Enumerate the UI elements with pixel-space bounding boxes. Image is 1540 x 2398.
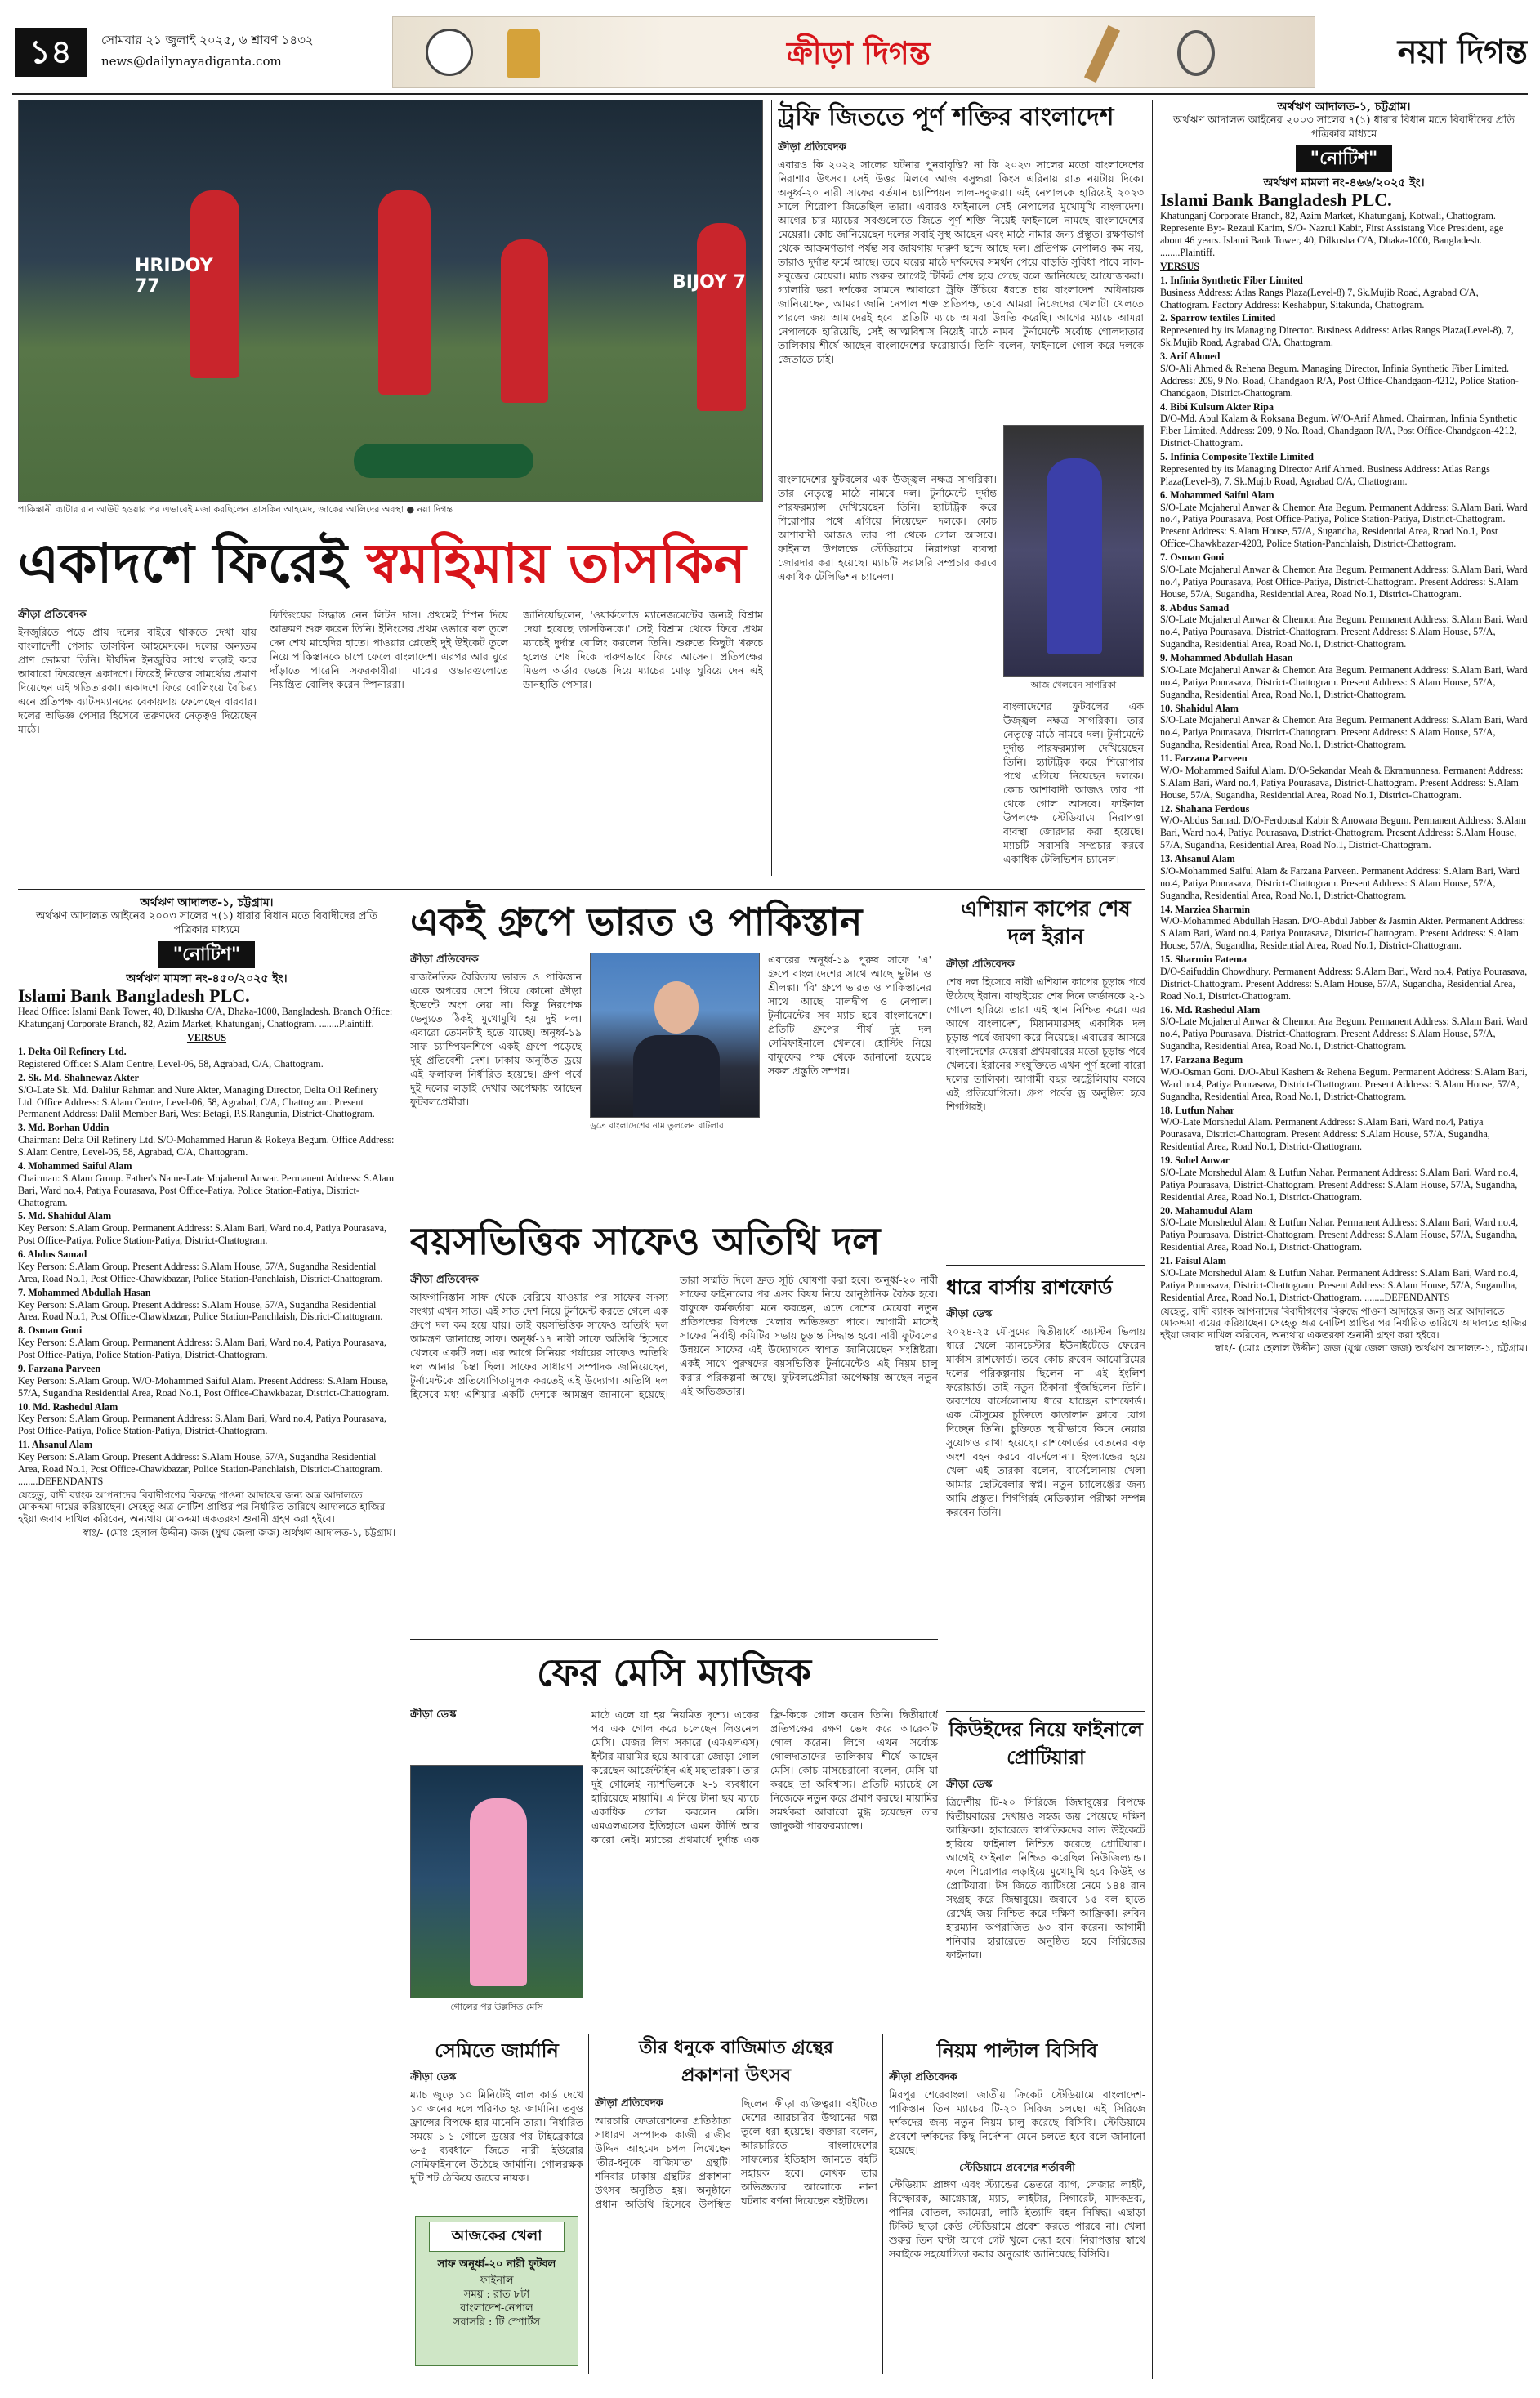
byline: ক্রীড়া প্রতিবেদক — [889, 2071, 957, 2083]
defendant-entry — [18, 1287, 395, 1324]
messi-byline — [410, 1708, 583, 1773]
plaintiff-name: Islami Bank Bangladesh PLC. — [1160, 190, 1392, 211]
defendant-entry — [1160, 1154, 1528, 1203]
cricket-bat-icon — [1084, 25, 1120, 83]
defendant-name: 19. Sohel Anwar — [1160, 1154, 1230, 1166]
butler-photo — [590, 953, 760, 1118]
rashford-headline: ধারে বার্সায় রাশফোর্ড — [946, 1276, 1113, 1299]
age-saff-body — [410, 1273, 938, 1634]
player-figure — [501, 239, 548, 403]
byline: ক্রীড়া ডেস্ক — [410, 2071, 457, 2083]
defendant-entry — [1160, 1054, 1528, 1103]
defendant-detail: Key Person: S.Alam Group. Permanent Address: S.Alam Bari, Ward no.4, Patiya Pourasava, Post Office-Patiya, Police Station-Patiya, District-Chattogram. — [18, 1413, 387, 1437]
sports-banner — [392, 16, 1315, 88]
section-rule — [946, 1265, 1145, 1266]
photo-caption — [18, 504, 763, 519]
defendant-detail: W/O-Osman Goni. D/O-Abul Kashem & Rehena Begum. Permanent Address: S.Alam Bari, Ward no.4, Patiya Pourasava, District-Chattogram. Present Address: S.Alam House, 57/A, Sugandha, Residential Area, Road No.1, District-Chattogram. — [1160, 1065, 1528, 1102]
credit-text: নয়া দিগন্ত — [417, 504, 453, 515]
trophy-body-right — [1003, 699, 1144, 876]
versus-label: VERSUS — [1160, 260, 1200, 272]
defendant-entry — [1160, 489, 1528, 550]
byline: ক্রীড়া ডেস্ক — [946, 1308, 993, 1320]
defendant-entry — [1160, 752, 1528, 802]
defendant-name: 2. Sparrow textiles Limited — [1160, 312, 1276, 324]
notice-label: "নোটিশ" — [158, 941, 256, 968]
ball-icon — [426, 29, 473, 76]
email-link[interactable]: news@dailynayadiganta.com — [101, 54, 282, 69]
defendant-entry — [1160, 275, 1528, 311]
masthead — [0, 0, 1540, 92]
defendant-entry — [1160, 853, 1528, 902]
defendant-name: 17. Farzana Begum — [1160, 1054, 1243, 1065]
archery-headline-b: প্রকাশনা উৎসব — [681, 2065, 792, 2086]
defendant-name: 6. Mohammed Saiful Alam — [1160, 489, 1274, 501]
defendant-entry — [18, 1046, 395, 1070]
page-number: ১৪ — [15, 28, 87, 77]
defendant-detail: S/O-Late Morshedul Alam & Lutfun Nahar. Permanent Address: S.Alam Bari, Ward no.4, Patiya Pourasava, District-Chattogram. Present Address: S.Alam House, 57/A, Sugandha, Residential Area, Road No.1, District-Chattogram. ........DEFENDANTS — [1160, 1266, 1519, 1303]
defendant-detail: Key Person: S.Alam Group. Present Address: S.Alam House, 57/A, Sugandha Residential Area, Road No.1, Post Office-Chawkbazar, Police Station-Panchlaish, District-Chattogram. — [18, 1298, 383, 1323]
rashford-body — [946, 1307, 1145, 1708]
byline: ক্রীড়া ডেস্ক — [946, 1779, 993, 1791]
player-figure — [697, 223, 746, 411]
defendant-name: 12. Shahana Ferdous — [1160, 802, 1250, 815]
defendant-name: 9. Farzana Parveen — [18, 1362, 101, 1374]
defendant-name: 4. Bibi Kulsum Akter Ripa — [1160, 400, 1274, 413]
notice-box-wrap — [18, 938, 395, 971]
act-text: অর্থঋণ আদালত আইনের ২০০৩ সালের ৭(১) ধারার বিধান মতে বিবাদীদের প্রতি পত্রিকার মাধ্যমে — [35, 910, 378, 937]
defendant-entry — [18, 1324, 395, 1361]
column-rule — [882, 2034, 883, 2374]
legal-notice-left — [18, 895, 395, 2374]
headline-part-b: স্বমহিমায় তাসকিন — [366, 532, 746, 595]
article-text: আফগানিস্তান সাফ থেকে বেরিয়ে যাওয়ার পর সাফের সদস্য সংখ্যা এখন সাত। এই সাত দেশ নিয়ে টুর্নামেন্ট করতে গেলে এক গ্রুপে দল কম হয়ে যায়। তাই বয়সভিত্তিক সাফেও অতিথি দল আমন্ত্রণ জানাচ্ছে সাফ। অনূর্ধ্ব-১৭ নারী সাফে অতিথি হিসেবে খেলবে একটি দল। এর আগে সিনিয়র পর্যায়ের সাফেও অতিথি দল আনার চিন্তা ছিল। সাফের সাধারণ সম্পাদক জানিয়েছেন, টুর্নামেন্টকে প্রতিযোগিতামূলক করতেই এই উদ্যোগ। অতিথি দল হিসেবে মধ্য এশিয়ার একটি দেশকে আমন্ত্রণ জানানো হয়েছে। তারা সম্মতি দিলে দ্রুত সূচি ঘোষণা করা হবে। অনূর্ধ্ব-২০ নারী সাফের ফাইনালের পর এসব বিষয় নিয়ে আনুষ্ঠানিক বৈঠক হবে। বাফুফে কর্মকর্তারা মনে করছেন, এতে দেশের মেয়েরা নতুন প্রতিপক্ষের বিপক্ষে খেলার অভিজ্ঞতা পাবে। আগামী মাসেই সাফের নির্বাহী কমিটির সভায় চূড়ান্ত সিদ্ধান্ত হবে। নারী ফুটবলের উন্নয়নে সাফের এই উদ্যোগকে স্বাগত জানিয়েছেন সংশ্লিষ্টরা। একই সাথে পুরুষদের বয়সভিত্তিক টুর্নামেন্টেও এই নিয়ম চালু করার পরিকল্পনা আছে। ফুটবলপ্রেমীরা অপেক্ষায় আছেন নতুন এই অভিজ্ঞতার। — [410, 1274, 938, 1400]
defendant-detail: Key Person: S.Alam Group. Present Address: S.Alam House, 57/A, Sugandha Residential Area, Road No.1, Post Office-Chawkbazar, Police Station-Panchlaish, District-Chattogram. ........DEFENDANTS — [18, 1451, 383, 1487]
taskin-headline — [18, 526, 763, 601]
defendant-detail: W/O- Mohammed Saiful Alam. D/O-Sekandar Meah & Ekramunnesa. Permanent Address: S.Alam Bari, Ward no.4, Patiya Pourasava, District-Chattogram. Present Address: S.Alam House, 57/A, Sugandha, Residential Area, Road No.1, District-Chattogram. — [1160, 764, 1524, 801]
article-text: এবারও কি ২০২২ সালের ঘটনার পুনরাবৃত্তি? না কি ২০২৩ সালের মতো বাংলাদেশের নিরাশার উৎসব। সেই উত্তর মিলবে আজ বসুন্ধরা কিংস এরিনায় রাত নয়টায় দিকে। অনূর্ধ্ব-২০ নারী সাফের বর্তমান চ্যাম্পিয়ন লাল-সবুজরা। এই নেপালকে হারিয়েই ২০২৩ সালে শিরোপা জিতেছিল তারা। এবারও ফাইনালে সেই নেপালের মুখোমুখি বাংলাদেশ। আগের চার ম্যাচের সবগুলোতে জিতে পূর্ণ শক্তি নিয়েই ফাইনালে নামছে বাংলাদেশের মেয়েরা। কোচ জানিয়েছেন দলের সবাই সুস্থ আছেন এবং মাঠে নামার জন্য প্রস্তুত। রক্ষণভাগ থেকে আক্রমণভাগ পর্যন্ত সব জায়গায় দারুণ ছন্দে আছে দল। প্রতিপক্ষ নেপালও কম নয়, তারাও দুর্দান্ত ফর্মে আছে। তবে ঘরের মাঠে দর্শকদের সমর্থন পেয়ে বাড়তি সুবিধা পাবে লাল-সবুজের মেয়েরা। ম্যাচ শুরুর আগেই টিকিট শেষ হয়ে গেছে বলে জানিয়েছে আয়োজকরা। গ্যালারি ভরা দর্শকের সামনে আবারো ট্রফি উঁচিয়ে ধরতে চায় বাংলাদেশ। অধিনায়ক জানিয়েছেন, আমরা জানি নেপাল শক্ত প্রতিপক্ষ, তবে আমরা নিজেদের খেলাটা খেলতে পারলে জয় আমাদেরই হবে। প্রতিটি ম্যাচে আমরা উন্নতি করেছি। আগের ম্যাচে আমরা নেপালকে হারিয়েছি, সেই আত্মবিশ্বাস নিয়েই মাঠে নামব। টুর্নামেন্টে সর্বোচ্চ গোলদাতার তালিকায় শীর্ষে আছেন বাংলাদেশের ফরোয়ার্ড। তিনি বলেন, ফাইনালে গোল করে দলকে জেতাতে চাই। — [778, 158, 1144, 365]
defendant-detail: Represented by its Managing Director. Business Address: Atlas Rangs Plaza(Level-8), 7, Sk.Mujib Road, Agrabad C/A, Chattogram. — [1160, 324, 1514, 349]
racket-icon — [1177, 30, 1215, 76]
court-name: অর্থঋণ আদালত-১, চট্টগ্রাম। — [1277, 100, 1411, 114]
plaintiff-detail: Head Office: Islami Bank Tower, 40, Dilkusha C/A, Dhaka-1000, Bangladesh. Branch Office: Khatunganj Corporate Branch, 82, Azim Market, Khatunganj, Chattogram. ........Plaintiff. — [18, 1006, 393, 1030]
article-text: ২০২৪-২৫ মৌসুমের দ্বিতীয়ার্ধে অ্যাস্টন ভিলায় ধারে খেলে ম্যানচেস্টার ইউনাইটেডে ফেরেন মার্কাস রাশফোর্ড। তবে কোচ রুবেন আমোরিমের দলের পরিকল্পনায় ছিলেন না এই ইংলিশ ফরোয়ার্ড। তাই নতুন ঠিকানা খুঁজছিলেন তিনি। অবশেষে বার্সেলোনায় ধারে যাচ্ছেন রাশফোর্ড। এক মৌসুমের চুক্তিতে কাতালান ক্লাবে যোগ দিচ্ছেন তিনি। চুক্তিতে স্থায়ীভাবে কিনে নেয়ার সুযোগও রাখা হয়েছে। রাশফোর্ডের বেতনের বড় অংশ বহন করবে বার্সেলোনা। ইংল্যান্ডের হয়ে খেলা এই তারকা বলেন, বার্সেলোনায় খেলা আমার ছোটবেলার স্বপ্ন। নতুন চ্যালেঞ্জের জন্য আমি প্রস্তুত। শিগগিরই মেডিক্যাল পরীক্ষা সম্পন্ন করবেন তিনি। — [946, 1324, 1145, 1518]
today-games-teams: বাংলাদেশ-নেপাল — [460, 2302, 533, 2315]
defendant-detail: S/O-Late Sk. Md. Dalilur Rahman and Nure Akter, Managing Director, Delta Oil Refinery Ltd. Office Address: S.Alam Centre, Level-06, 58, Agrabad, C/A, Chattogram. Present Permanent Address: Dalil Member Bari, West Betagi, P.S.Rangunia, District-Chattogram. — [18, 1083, 379, 1120]
today-games-title: আজকের খেলা — [429, 2222, 565, 2252]
article-text: আরচারি ফেডারেশনের প্রতিষ্ঠাতা সাধারণ সম্পাদক কাজী রাজীব উদ্দিন আহমেদ চপল লিখেছেন 'তীর-ধনুকে বাজিমাত' গ্রন্থটি। শনিবার ঢাকায় গ্রন্থটির প্রকাশনা উৎসব অনুষ্ঠিত হয়। অনুষ্ঠানে প্রধান অতিথি হিসেবে উপস্থিত ছিলেন ক্রীড়া ব্যক্তিত্বরা। বইটিতে দেশের আরচারির উত্থানের গল্প তুলে ধরা হয়েছে। বক্তারা বলেন, আরচারিতে বাংলাদেশের সাফল্যের ইতিহাস জানতে বইটি সহায়ক হবে। লেখক তার অভিজ্ঞতার আলোকে নানা ঘটনার বর্ণনা দিয়েছেন বইটিতে। — [595, 2097, 877, 2210]
defendant-detail: S/O-Late Mojaherul Anwar & Chemon Ara Begum. Permanent Address: S.Alam Bari, Ward no.4, Patiya Pourasava, District-Chattogram. Present Address: S.Alam House, 57/A, Sugandha, Residential Area, Road No.1, District-Chattogram. — [1160, 1016, 1528, 1052]
defendant-name: 20. Mahamudul Alam — [1160, 1204, 1253, 1217]
notice-label: "নোটিশ" — [1296, 145, 1393, 172]
defendant-entry — [1160, 602, 1528, 651]
iran-headline: এশিয়ান কাপের শেষ দল ইরান — [961, 897, 1131, 949]
defendant-entry — [18, 1072, 395, 1121]
defendant-entry — [1160, 803, 1528, 852]
caption-credit: ● নয়া দিগন্ত — [406, 504, 453, 515]
player-figure — [1047, 458, 1102, 654]
defendant-entry — [1160, 1105, 1528, 1154]
defendant-detail: Key Person: S.Alam Group. W/O-Mohammed Saiful Alam. Present Address: S.Alam House, 57/A, Sugandha Residential Area, Road No.1, Post Office-Chawkbazar, District-Chattogram. — [18, 1374, 390, 1399]
court-name: অর্থঋণ আদালত-১, চট্টগ্রাম। — [140, 896, 274, 909]
column-rule — [588, 2034, 589, 2374]
headline-part-a: একাদশে ফিরেই — [18, 532, 366, 595]
defendant-entry — [1160, 703, 1528, 752]
defendant-detail: W/O-Abdus Samad. D/O-Ferdousul Kabir & Anowara Begum. Permanent Address: S.Alam Bari, Ward no.4, Patiya Pourasava, District-Chattogram. Present Address: S.Alam House, 57/A, Sugandha, Residential Area, Road No.1, District-Chattogram. — [1160, 815, 1527, 851]
taskin-col-2 — [270, 608, 508, 886]
defendant-name: 1. Infinia Synthetic Fiber Limited — [1160, 274, 1303, 286]
defendant-detail: Key Person: S.Alam Group. Permanent Address: S.Alam Bari, Ward no.4, Patiya Pourasava, Post Office-Patiya, Police Station-Patiya, District-Chattogram. — [18, 1337, 387, 1360]
masthead-rule — [12, 93, 1528, 95]
trophy-icon — [507, 29, 540, 78]
archery-headline-a: তীর ধনুকে বাজিমাত গ্রন্থের — [639, 2038, 833, 2058]
butler-caption: ড্রতে বাংলাদেশের নাম তুললেন বাটলার — [590, 1121, 724, 1131]
defendant-entry — [18, 1439, 395, 1488]
archery-headline — [595, 2034, 877, 2092]
defendant-detail: S/O-Late Mojaherul Anwar & Chemon Ara Begum. Permanent Address: S.Alam Bari, Ward no.4, Patiya Pourasava, Post Office-Patiya, District-Chattogram. Present Address: S.Alam House, 57/A, Sugandha, Residential Area, Road No.1, District-Chattogram. — [1160, 563, 1528, 600]
today-games-broadcast: সরাসরি : টি স্পোর্টস — [453, 2316, 541, 2329]
paper-logo[interactable]: নয়া দিগন্ত — [1397, 33, 1528, 71]
notice-box-wrap — [1160, 142, 1528, 176]
bcb-body — [889, 2070, 1145, 2374]
article-text: বাংলাদেশের ফুটবলের এক উজ্জ্বল নক্ষত্র সাগরিকা। তার নেতৃত্বে মাঠে নামবে দল। টুর্নামেন্টে দুর্দান্ত পারফরম্যান্স দেখিয়েছেন তিনি। হ্যাটট্রিক করে শিরোপার পথে এগিয়ে নিয়েছেন দলকে। কোচ আশাবাদী আজও তার পা থেকে গোল আসবে। ফাইনাল উপলক্ষে স্টেডিয়ামে নিরাপত্তা ব্যবস্থা জোরদার করা হয়েছে। ম্যাচটি সরাসরি সম্প্রচার করবে একাধিক টেলিভিশন চ্যানেল। — [1003, 700, 1144, 865]
section-rule — [410, 1639, 938, 1640]
age-saff-headline: বয়সভিত্তিক সাফেও অতিথি দল — [410, 1219, 881, 1263]
defendant-entry — [1160, 312, 1528, 349]
defendant-detail: W/O-Late Morshedul Alam. Permanent Address: S.Alam Bari, Ward no.4, Patiya Pourasava, District-Chattogram. Present Address: S.Alam House, 57/A, Sugandha, Residential Area, Road No.1, District-Chattogram. — [1160, 1116, 1490, 1153]
defendant-name: 11. Ahsanul Alam — [18, 1439, 93, 1451]
defendant-name: 14. Marziea Sharmin — [1160, 903, 1251, 915]
defendant-list — [18, 1046, 395, 1488]
defendant-detail: Represented by its Managing Director Arif Ahmed. Business Address: Atlas Rangs Plaza(Level-8), 7, Sk.Mujib Road, Agrabad C/A, Chattogram. — [1160, 462, 1490, 487]
column-rule — [771, 100, 772, 876]
notice-footer: যেহেতু, বাদী ব্যাংক আপনাদের বিবাদীগণের বিরুদ্ধে পাওনা আদায়ের জন্য অত্র আদালতে মোকদ্দমা দায়ের করিয়াছেন। সেহেতু অত্র নোটিশ প্রাপ্তির পর নির্ধারিত তারিখে আদালতে হাজির হইয়া জবাব দাখিল করিবেন, অন্যথায় একতরফা শুনানী গ্রহণ করা হইবে। — [1160, 1305, 1528, 1341]
defendant-name: 10. Md. Rashedul Alam — [18, 1400, 118, 1413]
article-text: ফিল্ডিংয়ের সিদ্ধান্ত নেন লিটন দাস। প্রথমেই স্পিন দিয়ে আক্রমণ শুরু করেন তিনি। ইনিংসের প্রথম ওভারে বল তুলে দেন শেখ মাহেদির হাতে। পাওয়ার প্লেতেই দুই উইকেট তুলে নিয়ে পাকিস্তানকে চাপে ফেলে বাংলাদেশ। এরপর আর ঘুরে দাঁড়াতে পারেনি সফরকারীরা। মাঝের ওভারগুলোতে নিয়ন্ত্রিত বোলিং করেন স্পিনাররা। — [270, 609, 508, 690]
defendant-name: 1. Delta Oil Refinery Ltd. — [18, 1046, 127, 1057]
plaintiff-name: Islami Bank Bangladesh PLC. — [18, 985, 250, 1007]
byline: ক্রীড়া প্রতিবেদক — [410, 1274, 479, 1286]
defendant-name: 16. Md. Rashedul Alam — [1160, 1003, 1261, 1016]
jersey-text: BIJOY 7 — [672, 272, 746, 292]
defendant-detail: S/O-Late Morshedul Alam & Lutfun Nahar. Permanent Address: S.Alam Bari, Ward no.4, Patiya Pourasava, District-Chattogram. Present Address: S.Alam House, 57/A, Sugandha, Residential Area, Road No.1, District-Chattogram. — [1160, 1166, 1519, 1203]
person-head — [654, 981, 699, 1034]
germany-body — [410, 2070, 583, 2209]
byline: ক্রীড়া প্রতিবেদক — [595, 2097, 663, 2110]
defendant-name: 10. Shahidul Alam — [1160, 702, 1239, 714]
article-text: মাঠে এলে যা হয় নিয়মিত দৃশ্যে। একের পর এক গোল করে চলেছেন লিওনেল মেসি। মেজর লিগ সকারে (এমএলএস) ইন্টার মায়ামির হয়ে আবারো জোড়া গোল করেছেন আর্জেন্টাইন এই মহাতারকা। তার দুই গোলেই ন্যাশভিলকে ২-১ ব্যবধানে হারিয়েছে মায়ামি। এ নিয়ে টানা ছয় ম্যাচে একাধিক গোল করলেন মেসি। এমএলএসের ইতিহাসে এমন কীর্তি আর কারো নেই। ম্যাচের প্রথমার্ধে দুর্দান্ত এক ফ্রি-কিকে গোল করেন তিনি। দ্বিতীয়ার্ধে প্রতিপক্ষের রক্ষণ ভেদ করে আরেকটি গোল করেন। লিগে এখন সর্বোচ্চ গোলদাতাদের তালিকায় শীর্ষে আছেন মেসি। কোচ মাসচেরানো বলেন, মেসি যা করছে তা অবিশ্বাস্য। প্রতিটি ম্যাচেই সে নিজেকে নতুন করে প্রমাণ করছে। মায়ামির সমর্থকরা আবারো মুগ্ধ হয়েছেন তার জাদুকরী পারফরম্যান্সে। — [591, 1708, 938, 1846]
defendant-name: 18. Lutfun Nahar — [1160, 1104, 1235, 1116]
byline: ক্রীড়া প্রতিবেদক — [410, 953, 479, 966]
defendant-entry — [1160, 904, 1528, 953]
bcb-headline: নিয়ম পাল্টাল বিসিবি — [936, 2039, 1098, 2062]
defendant-name: 8. Abdus Samad — [1160, 601, 1230, 614]
byline: ক্রীড়া প্রতিবেদক — [778, 141, 846, 154]
defendant-name: 7. Mohammed Abdullah Hasan — [18, 1286, 151, 1298]
defendant-detail: Registered Office: S.Alam Centre, Level-06, 58, Agrabad, C/A, Chattogram. — [18, 1057, 324, 1069]
defendant-detail: Key Person: S.Alam Group. Present Address: S.Alam House, 57/A, Sugandha Residential Area, Road No.1, Post Office-Chawkbazar, Police Station-Panchlaish, District-Chattogram. — [18, 1260, 383, 1284]
defendant-list — [1160, 275, 1528, 1304]
defendant-detail: S/O-Late Morshedul Alam & Lutfun Nahar. Permanent Address: S.Alam Bari, Ward no.4, Patiya Pourasava, District-Chattogram. Present Address: S.Alam House, 57/A, Sugandha, Residential Area, Road No.1, District-Chattogram. — [1160, 1217, 1519, 1253]
column-rule — [1152, 100, 1153, 2379]
trophy-body — [778, 141, 1144, 467]
defendant-entry — [18, 1401, 395, 1438]
messi-photo — [410, 1765, 583, 1998]
defendant-entry — [1160, 401, 1528, 450]
sagorika-photo — [1003, 425, 1144, 677]
defendant-detail: S/O-Ali Ahmed & Rehena Begum. Managing Director, Infinia Synthetic Fiber Limited. Address: 209, 9 No. Road, Chandgaon R/A, Post Office-Chandgaon-4212, Police Station-Chandgaon, District-Chattogram. — [1160, 362, 1519, 399]
defendant-detail: Chairman: S.Alam Group. Father's Name-Late Mojaherul Anwar. Permanent Address: S.Alam Bari, Ward no.4, Patiya Pourasava, Post Office-Patiya, Police Station-Patiya, District-Chattogram. — [18, 1172, 395, 1208]
date-line: সোমবার ২১ জুলাই ২০২৫, ৬ শ্রাবণ ১৪৩২ — [101, 33, 314, 47]
caption-text: পাকিস্তানী ব্যাটার রান আউট হওয়ার পর এভাবেই মজা করছিলেন তাসকিন আহমেদ, জাকের আলিদের অবস্থা — [18, 504, 404, 515]
defendant-entry — [1160, 1004, 1528, 1053]
germany-headline: সেমিতে জার্মানি — [435, 2039, 559, 2062]
defendant-entry — [1160, 1205, 1528, 1254]
archery-body — [595, 2097, 877, 2366]
jersey-text: HRIDOY 77 — [135, 256, 213, 297]
defendant-detail: S/O-Late Mojaherul Anwar & Chemon Ara Begum. Permanent Address: S.Alam Bari, Ward no.4, Patiya Pourasava, Post Office-Patiya, Police Station-Patiya, District-Chattogram. Present Address: S.Alam House, 57/A, Sugandha, Residential Area, Road No.1, Post Office-Chawkbazar-4203, Police Station-Panchlaish, District-Chattogram. — [1160, 501, 1528, 550]
messi-caption: গোলের পর উল্লসিত মেসি — [450, 2002, 543, 2012]
defendant-name: 5. Md. Shahidul Alam — [18, 1210, 112, 1222]
judge-signature: স্বাঃ/- (মোঃ হেলাল উদ্দীন) জজ (যুগ্ম জেলা জজ) অর্থঋণ আদালত-১, চট্টগ্রাম। — [1215, 1342, 1528, 1355]
article-text: ইনজুরিতে পড়ে প্রায় দলের বাইরে থাকতে দেখা যায় বাংলাদেশী পেসার তাসকিন আহমেদকে। দলের অন্যতম প্রাণ ভোমরা তিনি। দীর্ঘদিন ইনজুরির সাথে লড়াই করে আবারো ফিরেছেন একাদশে। ফিরেই নিজের সামর্থ্যের প্রমাণ দিয়েছেন এই গতিতারকা। একাদশে ফিরে বোলিংয়ে বৈচিত্র্য এনে প্রতিপক্ষ ব্যাটসম্যানদের বেকায়দায় ফেলেছেন বারবার। দলের অভিজ্ঞ পেসার হিসেবে তরুণদের নেতৃত্বও দিয়েছেন মাঠে। — [18, 625, 257, 735]
messi-body — [591, 1708, 938, 2015]
article-text: বাংলাদেশের ফুটবলের এক উজ্জ্বল নক্ষত্র সাগরিকা। তার নেতৃত্বে মাঠে নামবে দল। টুর্নামেন্টে দুর্দান্ত পারফরম্যান্স দেখিয়েছেন তিনি। হ্যাটট্রিক করে শিরোপার পথে এগিয়ে নিয়েছেন দলকে। কোচ আশাবাদী আজও তার পা থেকে গোল আসবে। ফাইনাল উপলক্ষে স্টেডিয়ামে নিরাপত্তা ব্যবস্থা জোরদার করা হয়েছে। ম্যাচটি সরাসরি সম্প্রচার করবে একাধিক টেলিভিশন চ্যানেল। — [778, 473, 997, 583]
section-rule — [946, 1711, 1145, 1712]
defendant-name: 3. Arif Ahmed — [1160, 351, 1221, 362]
fallen-batter — [354, 444, 533, 478]
kiwi-body — [946, 1778, 1145, 2023]
article-text: জানিয়েছিলেন, 'ওয়ার্কলোড ম্যানেজমেন্টের জন্যই বিশ্রাম দেয়া হয়েছে তাসকিনকে।' সেই বিশ্রাম থেকে ফিরে প্রথম ম্যাচেই দুর্দান্ত বোলিং করলেন তিনি। শুরুতে কিছুটা খরুচে হলেও শেষ দিকে দারুণভাবে ফিরে আসেন। প্রতিপক্ষের মিডল অর্ডার ভেঙে দিয়ে ম্যাচের মোড় ঘুরিয়ে দেন এই ডানহাতি পেসার। — [523, 609, 763, 690]
plaintiff-detail: Khatunganj Corporate Branch, 82, Azim Market, Khatunganj, Kotwali, Chattogram. Represente By:- Rezaul Karim, S/O- Nazrul Kabir, First Assistang Vice President, age about 46 years. Islami Bank Tower, 40, Dilkusha C/A, Dhaka-1000, Bangladesh. ........Plaintiff. — [1160, 210, 1504, 258]
player-figure — [470, 1798, 527, 1986]
defendant-name: 6. Abdus Samad — [18, 1248, 87, 1260]
taskin-col-1 — [18, 608, 257, 886]
defendant-name: 3. Md. Borhan Uddin — [18, 1122, 109, 1134]
messi-headline: ফের মেসি ম্যাজিক — [536, 1650, 812, 1695]
today-games-time: সময় : রাত ৮টা — [463, 2289, 530, 2302]
article-text: স্টেডিয়াম প্রাঙ্গণ এবং স্ট্যান্ডের ভেতরে ব্যাগ, লেজার লাইট, বিস্ফোরক, আগ্নেয়াস্ত্র, ম্যাচ, লাইটার, সিগারেট, মাদকদ্রব্য, পানির বোতল, ক্যামেরা, লাঠি ইত্যাদি বহন নিষিদ্ধ। এছাড়া টিকিট ছাড়া কেউ স্টেডিয়ামে প্রবেশ করতে পারবে না। খেলা শুরুর তিন ঘণ্টা আগে গেট খুলে দেয়া হবে। নিরাপত্তার স্বার্থে সবাইকে সহযোগিতা করার অনুরোধ জানিয়েছে বিসিবি। — [889, 2177, 1145, 2260]
sagorika-caption: আজ খেলবেন সাগরিকা — [1030, 680, 1117, 690]
defendant-entry — [1160, 551, 1528, 601]
byline: ক্রীড়া ডেস্ক — [410, 1708, 457, 1721]
defendant-detail: S/O-Late Mojaherul Anwar & Chemon Ara Begum. Permanent Address: S.Alam Bari, Ward no.4, Patiya Pourasava, District-Chattogram. Present Address: S.Alam House, 57/A, Sugandha, Residential Area, Road No.1, District-Chattogram. — [1160, 663, 1528, 700]
defendant-name: 4. Mohammed Saiful Alam — [18, 1159, 132, 1172]
iran-body — [946, 958, 1145, 1260]
defendant-detail: Chairman: Delta Oil Refinery Ltd. S/O-Mohammed Harun & Rokeya Begum. Office Address: S.Alam Centre, Level-06, 58, Agrabad, C/A, Chattogram. — [18, 1134, 395, 1158]
trophy-headline: ট্রফি জিততে পূর্ণ শক্তির বাংলাদেশ — [778, 103, 1114, 132]
defendant-entry — [18, 1160, 395, 1209]
kiwi-headline: কিউইদের নিয়ে ফাইনালে প্রোটিয়ারা — [949, 1718, 1143, 1769]
cricket-photo — [18, 100, 763, 502]
trophy-body-left — [778, 472, 997, 876]
notice-footer: যেহেতু, বাদী ব্যাংক আপনাদের বিবাদীগণের বিরুদ্ধে পাওনা আদায়ের জন্য অত্র আদালতে মোকদ্দমা দায়ের করিয়াছেন। সেহেতু অত্র নোটিশ প্রাপ্তির পর নির্ধারিত তারিখে আদালতে হাজির হইয়া জবাব দাখিল করিবেন, অন্যথায় মোকদ্দমা একতরফা শুনানী গ্রহণ করা হইবে। — [18, 1489, 386, 1525]
defendant-name: 9. Mohammed Abdullah Hasan — [1160, 652, 1293, 663]
defendant-name: 15. Sharmin Fatema — [1160, 953, 1247, 965]
byline: ক্রীড়া প্রতিবেদক — [18, 609, 87, 621]
case-number: অর্থঋণ মামলা নং-৪৬৬/২০২৫ ইং। — [1263, 176, 1425, 190]
judge-signature: স্বাঃ/- (মোঃ হেলাল উদ্দীন) জজ (যুগ্ম জেলা জজ) অর্থঋণ আদালত-১, চট্টগ্রাম। — [83, 1526, 395, 1538]
defendant-entry — [1160, 1255, 1528, 1304]
today-games-box — [415, 2216, 578, 2366]
defendant-detail: S/O-Late Mojaherul Anwar & Chemon Ara Begum. Permanent Address: S.Alam Bari, Ward no.4, Patiya Pourasava, District-Chattogram. Present Address: S.Alam House, 57/A, Sugandha, Residential Area, Road No.1, District-Chattogram. — [1160, 614, 1528, 650]
defendant-name: 13. Ahsanul Alam — [1160, 853, 1235, 864]
defendant-detail: S/O-Mohammed Saiful Alam & Farzana Parveen. Permanent Address: S.Alam Bari, Ward no.4, Patiya Pourasava, District-Chattogram. Present Address: S.Alam House, 57/A, Sugandha, Residential Area, Road No.1, District-Chattogram. — [1160, 864, 1520, 901]
byline: ক্রীড়া প্রতিবেদক — [946, 958, 1015, 971]
defendant-name: 7. Osman Goni — [1160, 551, 1225, 563]
defendant-detail: Business Address: Atlas Rangs Plaza(Level-8) 7, Sk.Mujib Road, Agrabad C/A, Chattogram. Factory Address: Keshabpur, Sitakunda, Chattogram. — [1160, 286, 1479, 310]
today-games-stage: ফাইনাল — [480, 2275, 514, 2287]
article-text: ত্রিদেশীয় টি-২০ সিরিজে জিম্বাবুয়ের বিপক্ষে দ্বিতীয়বারের দেখায়ও সহজ জয় পেয়েছে দক্ষিণ আফ্রিকা। হারারেতে স্বাগতিকদের সাত উইকেটে হারিয়ে ফাইনাল নিশ্চিত করেছে প্রোটিয়ারা। আগেই ফাইনাল নিশ্চিত করেছিল নিউজিল্যান্ড। ফলে শিরোপার লড়াইয়ে মুখোমুখি হবে কিউই ও প্রোটিয়ারা। টস জিতে ব্যাটিংয়ে নেমে ১৪৪ রান সংগ্রহ করে জিম্বাবুয়ে। জবাবে ১৫ বল হাতে রেখেই জয় নিশ্চিত করে দক্ষিণ আফ্রিকা। রুবিন হারম্যান অপরাজিত ৬৩ রান করেন। আগামী শনিবার হারারেতে অনুষ্ঠিত হবে সিরিজের ফাইনাল। — [946, 1795, 1145, 1961]
legal-notice-right — [1160, 100, 1528, 2379]
article-text: শেষ দল হিসেবে নারী এশিয়ান কাপের চূড়ান্ত পর্বে উঠেছে ইরান। বাছাইয়ের শেষ দিনে জর্ডানকে ২-১ গোলে হারিয়ে তারা এই স্থান নিশ্চিত করে। এর আগে বাংলাদেশ, মিয়ানমারসহ একাধিক দল চূড়ান্ত পর্বে জায়গা করে নিয়েছে। এবারের আসরে বাংলাদেশের মেয়েরা প্রথমবারের মতো চূড়ান্ত পর্বে খেলবে। ইরানের সংযুক্তিতে এখন পূর্ণ হলো বারো দলের তালিকা। আগামী বছর অস্ট্রেলিয়ায় বসবে এই প্রতিযোগিতা। গ্রুপ পর্বের ড্র অনুষ্ঠিত হবে শিগগিরই। — [946, 975, 1145, 1113]
case-number: অর্থঋণ মামলা নং-৪৫০/২০২৫ ইং। — [126, 972, 288, 985]
defendant-detail: Key Person: S.Alam Group. Permanent Address: S.Alam Bari, Ward no.4, Patiya Pourasava, Post Office-Patiya, Police Station-Patiya, District-Chattogram. — [18, 1222, 387, 1247]
player-figure — [378, 190, 431, 395]
today-games-event: সাফ অনূর্ধ্ব-২০ নারী ফুটবল — [437, 2258, 556, 2271]
taskin-col-3 — [523, 608, 763, 886]
article-text: রাজনৈতিক বৈরিতায় ভারত ও পাকিস্তান একে অপরের দেশে গিয়ে কোনো ক্রীড়া ইভেন্টে অংশ নেয় না। কিন্তু নিরপেক্ষ ভেন্যুতে ঠিকই মুখোমুখি হয় দুই দল। এবারো তেমনটাই হতে যাচ্ছে। অনূর্ধ্ব-১৯ সাফ চ্যাম্পিয়নশিপে একই গ্রুপে পড়েছে দুই প্রতিবেশী দেশ। ঢাকায় অনুষ্ঠিত ড্রয়ে এই ফলাফল নির্ধারিত হয়েছে। গ্রুপ পর্বে দুই দলের লড়াই দেখার অপেক্ষায় আছেন ফুটবলপ্রেমীরা। — [410, 970, 582, 1108]
defendant-entry — [18, 1122, 395, 1159]
defendant-entry — [1160, 953, 1528, 1003]
person-body — [633, 1035, 720, 1118]
section-title: ক্রীড়া দিগন্ত — [787, 35, 931, 71]
defendant-name: 5. Infinia Composite Textile Limited — [1160, 451, 1314, 462]
defendant-entry — [1160, 652, 1528, 701]
defendant-entry — [18, 1363, 395, 1400]
defendant-entry — [18, 1248, 395, 1285]
defendant-detail: S/O-Late Mojaherul Anwar & Chemon Ara Begum. Permanent Address: S.Alam Bari, Ward no.4, Patiya Pourasava, District-Chattogram. Present Address: S.Alam House, 57/A, Sugandha, Residential Area, Road No.1, District-Chattogram. — [1160, 714, 1528, 751]
defendant-entry — [18, 1210, 395, 1247]
section-rule — [18, 889, 1145, 890]
article-text: এবারের অনূর্ধ্ব-১৯ পুরুষ সাফে 'এ' গ্রুপে বাংলাদেশের সাথে আছে ভুটান ও শ্রীলঙ্কা। 'বি' গ্রুপে ভারত ও পাকিস্তানের সাথে আছে মালদ্বীপ ও নেপাল। টুর্নামেন্টের সব ম্যাচ হবে বাংলাদেশে। প্রতিটি গ্রুপের শীর্ষ দুই দল সেমিফাইনালে খেলবে। হোস্টিং নিয়ে বাফুফের পক্ষ থেকে জানানো হয়েছে সকল প্রস্তুতি সম্পন্ন। — [768, 953, 931, 1077]
defendant-detail: W/O-Mohammed Abdullah Hasan. D/O-Abdul Jabber & Jasmin Akter. Permanent Address: S.Alam Bari, Ward no.4, Patiya Pourasava, District-Chattogram. Present Address: S.Alam House, 57/A, Sugandha, Residential Area, Road No.1, District-Chattogram. — [1160, 915, 1526, 952]
article-text: ম্যাচ জুড়ে ১০ মিনিটেই লাল কার্ড দেখে ১০ জনের দলে পরিণত হয় জার্মানি। তবুও ফ্রান্সের বিপক্ষে হার মানেনি তারা। নির্ধারিত সময়ে ১-১ গোলে ড্রয়ের পর টাইব্রেকারে ৬-৫ ব্যবধানে জিতে নারী ইউরোর সেমিফাইনালে উঠেছে জার্মানি। গোলরক্ষক দুটি শট ঠেকিয়ে জয়ের নায়ক। — [410, 2088, 583, 2184]
defendant-entry — [1160, 351, 1528, 400]
act-text: অর্থঋণ আদালত আইনের ২০০৩ সালের ৭(১) ধারার বিধান মতে বিবাদীদের প্রতি পত্রিকার মাধ্যমে — [1172, 114, 1515, 141]
defendant-name: 21. Faisul Alam — [1160, 1255, 1226, 1266]
defendant-name: 8. Osman Goni — [18, 1324, 83, 1337]
group-headline: একই গ্রুপে ভারত ও পাকিস্তান — [410, 900, 863, 944]
defendant-detail: D/O-Saifuddin Chowdhury. Permanent Address: S.Alam Bari, Ward no.4, Patiya Pourasava, District-Chattogram. Present Address: S.Alam House, 57/A, Sugandha, Residential Area, Road No.1, District-Chattogram. — [1160, 965, 1528, 1002]
versus-label: VERSUS — [186, 1032, 227, 1044]
subheading: স্টেডিয়ামে প্রবেশের শর্তাবলী — [959, 2160, 1075, 2173]
defendant-name: 2. Sk. Md. Shahnewaz Akter — [18, 1071, 139, 1083]
defendant-detail: D/O-Md. Abul Kalam & Roksana Begum. W/O-Arif Ahmed. Chairman, Infinia Synthetic Fiber Limited. Address: 209, 9 No. Road, Chandgaon R/A, Post Office-Chandgaon-4212, District-Chattogram. — [1160, 413, 1518, 449]
defendant-name: 11. Farzana Parveen — [1160, 752, 1248, 764]
defendant-entry — [1160, 451, 1528, 488]
article-text: মিরপুর শেরেবাংলা জাতীয় ক্রিকেট স্টেডিয়ামে বাংলাদেশ-পাকিস্তান তিন ম্যাচের টি-২০ সিরিজ চলছে। এই সিরিজে দর্শকদের জন্য নতুন নিয়ম চালু করেছে বিসিবি। স্টেডিয়ামে প্রবেশে দর্শকদের কিছু নির্দেশনা মেনে চলতে হবে বলে জানানো হয়েছে। — [889, 2088, 1145, 2156]
